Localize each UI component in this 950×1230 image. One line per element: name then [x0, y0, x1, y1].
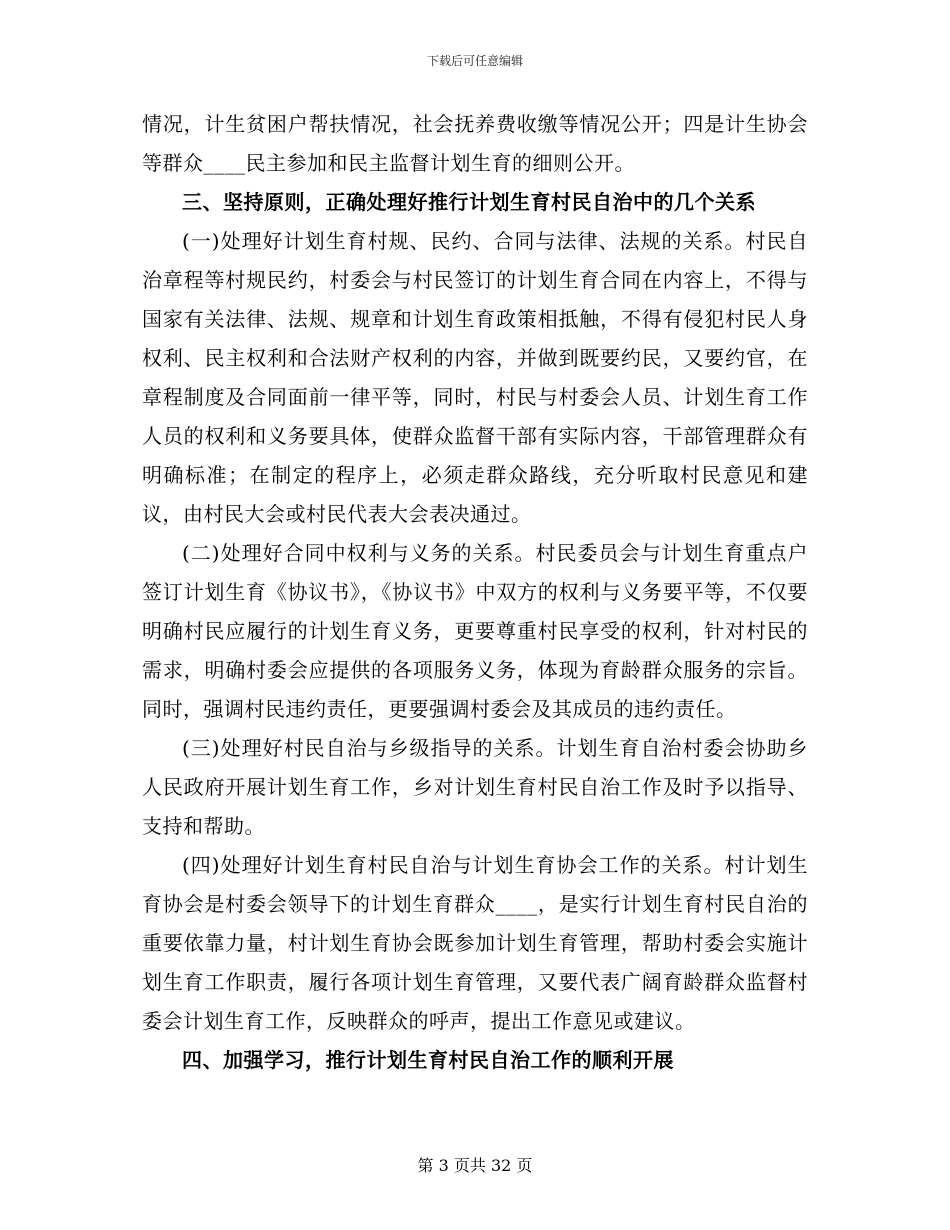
document-body: [142, 105, 808, 1080]
page-header: 下载后可任意编辑: [426, 54, 523, 68]
paragraph-continuation: 情况，计生贫困户帮扶情况，社会抚养费收缴等情况公开；四是计生协会等群众____民主参加和民主监督计划生育的细则公开。: [142, 112, 808, 175]
paragraph-item-3: (三)处理好村民自治与乡级指导的关系。计划生育自治村委会协助乡人民政府开展计划生育工作，乡对计划生育村民自治工作及时予以指导、支持和帮助。: [142, 736, 808, 838]
section-heading-3: 三、坚持原则，正确处理好推行计划生育村民自治中的几个关系: [182, 190, 756, 214]
section-heading-4: 四、加强学习，推行计划生育村民自治工作的顺利开展: [182, 1048, 674, 1072]
page-number: 第 3 页共 32 页: [417, 1156, 533, 1175]
paragraph-item-4: (四)处理好计划生育村民自治与计划生育协会工作的关系。村计划生育协会是村委会领导下的计划生育群众____，是实行计划生育村民自治的重要依靠力量，村计划生育协会既参加计划生育管理，帮助村委会实施计划生育工作职责，履行各项计划生育管理，又要代表广阔育龄群众监督村委会计划生育工作，反映群众的呼声，提出工作意见或建议。: [142, 853, 808, 1033]
paragraph-item-1: (一)处理好计划生育村规、民约、合同与法律、法规的关系。村民自治章程等村规民约，村委会与村民签订的计划生育合同在内容上，不得与国家有关法律、法规、规章和计划生育政策相抵触，不得有侵犯村民人身权利、民主权利和合法财产权利的内容，并做到既要约民，又要约官，在章程制度及合同面前一律平等，同时，村民与村委会人员、计划生育工作人员的权利和义务要具体，使群众监督干部有实际内容，干部管理群众有明确标准；在制定的程序上，必须走群众路线，充分听取村民意见和建议，由村民大会或村民代表大会表决通过。: [142, 229, 808, 526]
paragraph-item-2: (二)处理好合同中权利与义务的关系。村民委员会与计划生育重点户签订计划生育《协议书》，《协议书》中双方的权利与义务要平等，不仅要明确村民应履行的计划生育义务，更要尊重村民享受的权利，针对村民的需求，明确村委会应提供的各项服务义务，体现为育龄群众服务的宗旨。同时，强调村民违约责任，更要强调村委会及其成员的违约责任。: [142, 541, 808, 721]
